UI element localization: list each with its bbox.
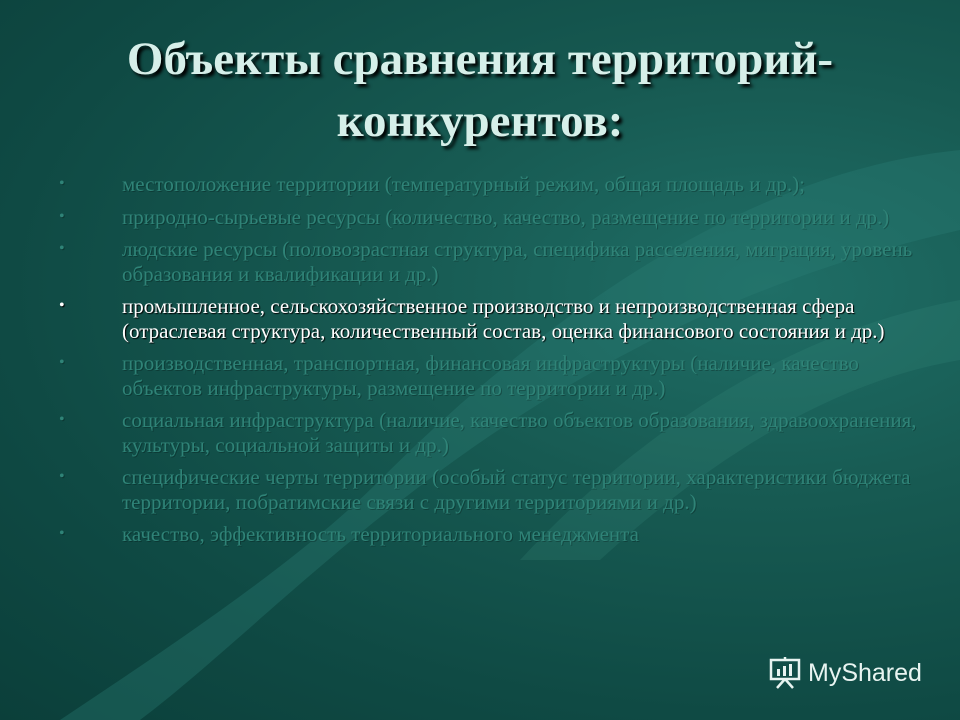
bullet-item (55, 351, 925, 400)
bullet-text: социальная инфраструктура (наличие, качество объектов образования, здравоохранения, культуры, социальной защиты и др.) (122, 408, 917, 457)
bullet-text: производственная, транспортная, финансовая инфраструктуры (наличие, качество объектов инфраструктуры, размещение по территории и др.) (122, 351, 859, 400)
bullet-text: качество, эффективность территориального менеджмента (122, 522, 639, 546)
bullet-item (55, 465, 925, 514)
bullet-item (55, 408, 925, 457)
slide-title (40, 28, 920, 152)
bullet-text: специфические черты территории (особый статус территории, характеристики бюджета территории, побратимские связи с другими территориями и др.) (122, 465, 911, 514)
title-line-2: конкурентов: (336, 95, 624, 147)
bullet-dot: • (59, 411, 65, 428)
bullet-dot: • (59, 468, 65, 485)
bullet-list (55, 172, 925, 555)
bullet-text: людские ресурсы (половозрастная структура, специфика расселения, миграция, уровень образования и квалификации и др.) (122, 237, 913, 286)
bullet-dot: • (59, 207, 65, 225)
presentation-board-icon (768, 657, 802, 689)
title-line-1: Объекты сравнения территорий- (126, 33, 834, 85)
bullet-text: промышленное, сельскохозяйственное производство и непроизводственная сфера (отраслевая структура, количественный состав, оценка финансового состояния и др.) (122, 294, 885, 343)
myshared-watermark (768, 657, 922, 689)
bullet-item (55, 237, 925, 286)
bullet-dot: • (59, 297, 65, 314)
bullet-item-highlighted (55, 294, 925, 343)
bullet-text: местоположение территории (температурный режим, общая площадь и др.); (122, 172, 806, 196)
bullet-dot: • (59, 175, 65, 192)
bullet-item (55, 205, 925, 230)
bullet-dot: • (59, 354, 65, 371)
bullet-dot: • (59, 525, 65, 542)
bullet-text: природно-сырьевые ресурсы (количество, качество, размещение по территории и др.) (122, 204, 890, 229)
watermark-text: MyShared (808, 658, 922, 687)
bullet-item (55, 172, 925, 197)
bullet-dot: • (59, 240, 65, 257)
bullet-item (55, 522, 925, 547)
